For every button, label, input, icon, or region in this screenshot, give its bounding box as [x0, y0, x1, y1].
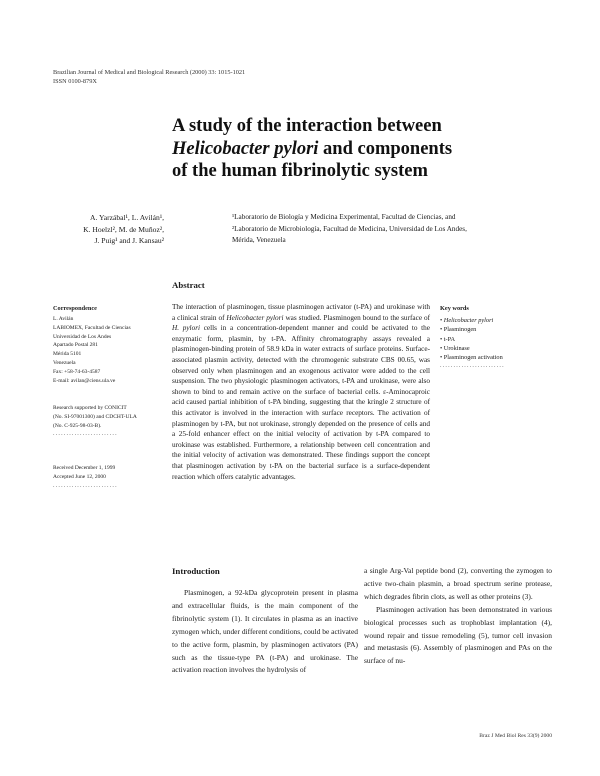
correspondence-line: LABIOMEX, Facultad de Ciencias	[53, 324, 131, 331]
affiliation-line: ²Laboratorio de Microbiología, Facultad de Medicina, Universidad de Los Andes,	[232, 224, 467, 233]
body-column-left	[172, 587, 358, 677]
affiliation-line: ¹Laboratorio de Biología y Medicina Experimental, Facultad de Ciencias, and	[232, 213, 456, 221]
journal-header	[53, 68, 245, 86]
abstract-text: was studied. Plasminogen bound to the surface of	[283, 313, 431, 322]
abstract-text: The interaction of plasminogen, tissue plasminogen activator (t-PA) and urokinase with a clinical strain of	[172, 303, 430, 322]
author-list	[30, 212, 164, 247]
correspondence-heading: Correspondence	[53, 305, 97, 312]
separator-dots: ........................	[440, 363, 505, 370]
keyword-item	[440, 316, 560, 325]
correspondence-line: Mérida 5101	[53, 351, 82, 358]
body-paragraph: Plasminogen, a 92-kDa glycoprotein present in plasma and extracellular fluids, is the main component of the fibrinolytic system (1). It circulates in plasma as an inactive zymogen which, under different conditions, could be activated to the active form, plasmin, by plasminogen activators (PA) such as the tissue-type PA (t-PA) and urokinase. The activation reaction involves the hydrolysis of	[172, 588, 358, 675]
correspondence-line: L. Avilán	[53, 316, 74, 322]
correspondence-line: Fax: +58-74-63-4587	[53, 368, 101, 375]
keywords-heading: Key words	[440, 305, 469, 312]
title-line-3: of the human fibrinolytic system	[172, 161, 428, 181]
keywords-list	[440, 316, 560, 371]
accepted-date: Accepted June 12, 2000	[53, 473, 106, 480]
funding-line: (No. C-925-98-03-B).	[53, 422, 102, 429]
affiliation-line: Mérida, Venezuela	[232, 236, 286, 244]
author-line: A. Yarzábal¹, L. Avilán¹,	[89, 213, 164, 222]
funding-line: (No. SI-97001300) and CDCHT-ULA	[53, 413, 137, 420]
funding-block	[53, 404, 165, 439]
journal-citation: Brazilian Journal of Medical and Biological Research (2000) 33: 1015-1021	[53, 69, 246, 76]
correspondence-line: Venezuela	[53, 359, 76, 366]
keyword-item: • Plasminogen	[440, 325, 560, 334]
abstract-organism: Helicobacter pylori	[226, 313, 284, 322]
author-line: J. Puig¹ and J. Kansau²	[94, 236, 164, 245]
correspondence-email: E-mail: avilan@ciens.ula.ve	[53, 377, 116, 384]
title-organism: Helicobacter pylori	[172, 138, 319, 159]
title-line-2	[172, 138, 552, 161]
funding-line: Research supported by CONICIT	[53, 405, 127, 411]
keyword-item: • t-PA	[440, 335, 560, 344]
keyword-text: Helicobacter pylori	[443, 317, 494, 324]
affiliations	[232, 212, 532, 247]
dates-block	[53, 464, 165, 491]
article-title	[172, 115, 552, 183]
body-paragraph: Plasminogen activation has been demonstrated in various biological processes such as trophoblast implantation (4), wound repair and tissue remodeling (5), tumor cell invasion and metastasis (6). Assembly of plasminogen and PAs on the surface of nu-	[364, 604, 552, 666]
body-paragraph: a single Arg-Val peptide bond (2), converting the zymogen to active two-chain plasmin, a broad spectrum serine protease, which degrades fibrin clots, as well as other proteins (3).	[364, 566, 552, 601]
title-line-2-rest: and components	[318, 138, 453, 159]
abstract-body	[172, 302, 430, 482]
body-column-right	[364, 565, 552, 668]
correspondence-line: Universidad de Los Andes	[53, 333, 112, 340]
separator-dots: ........................	[53, 482, 118, 489]
introduction-heading: Introduction	[172, 566, 220, 576]
title-line-1: A study of the interaction between	[172, 116, 442, 136]
separator-dots: ........................	[53, 431, 118, 438]
abstract-organism-short: H. pylori	[172, 324, 201, 333]
received-date: Received December 1, 1999	[53, 465, 116, 471]
keyword-item: • Urokinase	[440, 344, 560, 353]
journal-issn: ISSN 0100-879X	[53, 78, 97, 85]
correspondence-block	[53, 315, 165, 385]
author-line: K. Hoelzl², M. de Muñoz²,	[83, 224, 164, 234]
abstract-text: cells in a concentration-dependent manner and could be activated to the enzymatic form, plasmin, by t-PA. Affinity chromatography assays revealed a plasminogen-binding protein of 58.9 kDa in water extracts of surface proteins. Surface-associated plasmin activity, detected with the chromogenic substrate CBS 00.65, was observed only when plasminogen and an exogenous activator were added to the cell suspension. The two physiologic plasminogen activators, t-PA and urokinase, were also shown to bind to and remain active on the surface of bacterial cells. ε-Aminocaproic acid caused partial inhibition of t-PA binding, suggesting that the kringle 2 structure of this activator is involved in the interaction with surface receptors. The activation of plasminogen by t-PA, but not urokinase, strongly depended on the presence of cells and a 25-fold enhancer effect on the initial velocity of activation by t-PA compared to urokinase was established. Furthermore, a relationship between cell concentration and the initial velocity of activation was demonstrated. These findings support the concept that plasminogen activation by t-PA on the bacterial surface is a surface-dependent reaction which offers catalytic advantages.	[172, 324, 431, 481]
abstract-heading: Abstract	[172, 280, 205, 290]
correspondence-line: Apartado Postal 281	[53, 342, 98, 349]
page-footer: Braz J Med Biol Res 33(9) 2000	[479, 733, 552, 739]
keyword-item: • Plasminogen activation	[440, 353, 560, 362]
